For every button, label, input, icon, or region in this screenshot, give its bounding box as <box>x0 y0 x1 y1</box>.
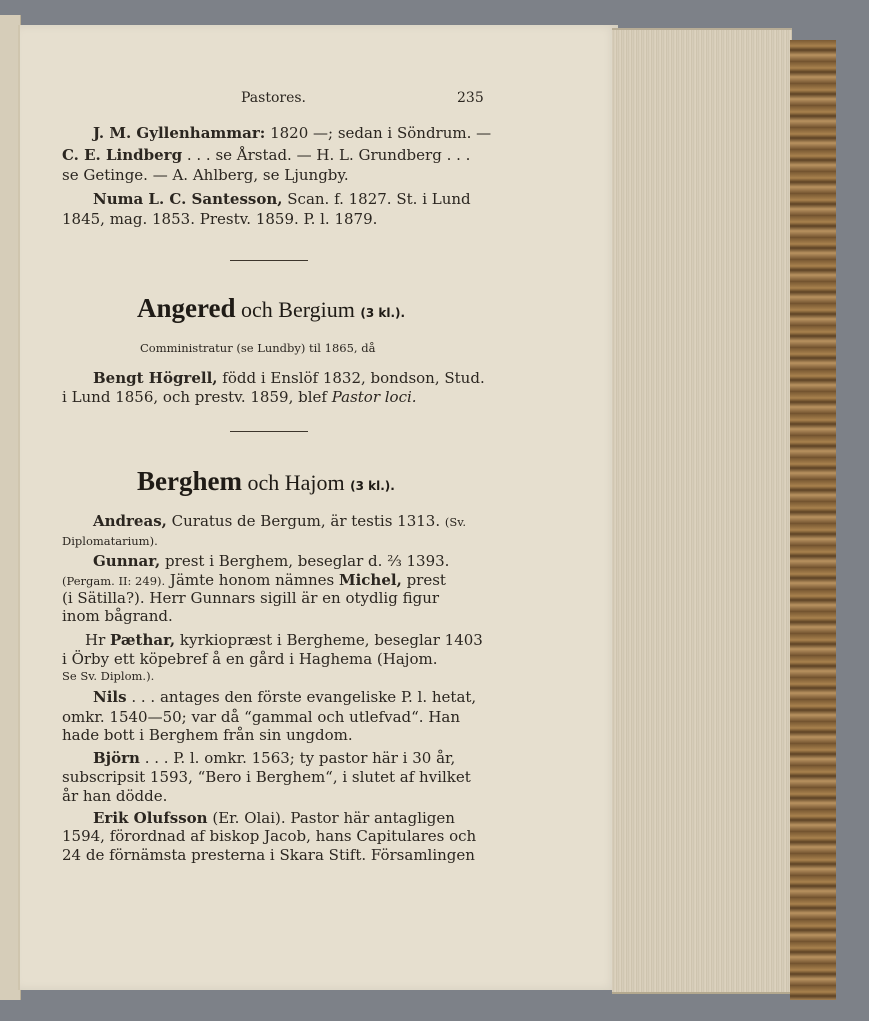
entry-name: Michel, <box>338 571 402 589</box>
intro-line <box>93 123 491 144</box>
entry-name: Nils <box>93 688 127 706</box>
page-number: 235 <box>457 90 484 106</box>
entry-line <box>85 630 483 651</box>
section-note: Comministratur (se Lundby) til 1865, då <box>140 341 376 355</box>
entry-name: Andreas, <box>93 512 167 530</box>
entry-line <box>93 368 485 389</box>
entry-text: (Er. Olai). Pastor här antagligen <box>207 809 455 827</box>
section-heading-berghem <box>137 466 395 497</box>
entry-line: inom bågrand. <box>62 607 173 625</box>
intro-line-name: J. M. Gyllenhammar: <box>93 124 266 142</box>
section-divider <box>230 260 308 261</box>
intro-line-text: Scan. f. 1827. St. i Lund <box>282 190 471 208</box>
heading-class: (3 kl.). <box>350 479 395 493</box>
intro-line <box>62 165 349 186</box>
intro-line-name: Numa L. C. Santesson, <box>93 190 283 208</box>
entry-italic: Pastor loci. <box>331 388 417 406</box>
intro-line <box>62 209 377 230</box>
entry-text: född i Enslöf 1832, bondson, Stud. <box>217 369 485 387</box>
entry-line <box>93 687 476 708</box>
entry-line <box>93 511 466 533</box>
intro-line <box>62 145 470 166</box>
entry-name: Bengt Högrell, <box>93 369 218 387</box>
entry-text: prest <box>401 571 446 589</box>
entry-text: Hr <box>85 631 111 649</box>
intro-line-text: 1820 —; sedan i Söndrum. — <box>265 124 492 142</box>
intro-line <box>93 189 471 210</box>
entry-line <box>62 387 417 408</box>
intro-line-text: . . . se Årstad. — H. L. Grundberg . . . <box>182 146 471 164</box>
heading-main: Angered <box>137 293 236 323</box>
entry-line <box>93 551 449 572</box>
entry-line <box>93 748 455 769</box>
entry-text: i Lund 1856, och prestv. 1859, blef <box>62 388 332 406</box>
section-divider <box>230 431 308 432</box>
entry-text: Curatus de Bergum, är testis 1313. <box>166 512 445 530</box>
entry-line: i Örby ett köpebref å en gård i Haghema (Hajom. <box>62 650 438 668</box>
entry-line: 24 de förnämsta presterna i Skara Stift. Församlingen <box>62 846 475 864</box>
entry-text: Jämte honom nämnes <box>165 571 339 589</box>
intro-line-text: 1845, mag. 1853. Prestv. 1859. P. l. 1879. <box>62 210 378 228</box>
entry-reference: Se Sv. Diplom.). <box>62 669 155 683</box>
marbled-cover <box>790 40 836 1000</box>
entry-reference: (Sv. <box>444 515 467 529</box>
entry-text: kyrkiopræst i Bergheme, beseglar 1403 <box>175 631 483 649</box>
entry-reference: Diplomatarium). <box>62 534 158 548</box>
heading-main: Berghem <box>137 466 242 496</box>
running-header: Pastores. <box>241 90 306 106</box>
entry-text: prest i Berghem, beseglar d. ⅔ 1393. <box>160 552 450 570</box>
heading-rest: och Bergium <box>235 297 361 322</box>
entry-name: Gunnar, <box>93 552 161 570</box>
entry-text: . . . P. l. omkr. 1563; ty pastor här i 30 år, <box>139 749 456 767</box>
section-heading-angered <box>137 293 405 324</box>
entry-line: 1594, förordnad af biskop Jacob, hans Capitulares och <box>62 827 477 845</box>
page-block-edge <box>612 28 792 994</box>
entry-name: Björn <box>93 749 140 767</box>
entry-line: hade bott i Berghem från sin ungdom. <box>62 726 353 744</box>
entry-line: (i Sätilla?). Herr Gunnars sigill är en otydlig figur <box>62 589 440 607</box>
entry-line: omkr. 1540—50; var då “gammal och utlefvad“. Han <box>62 708 461 726</box>
entry-reference: (Pergam. II: 249). <box>62 574 166 588</box>
heading-rest: och Hajom <box>241 470 351 495</box>
entry-line: subscripsit 1593, “Bero i Berghem“, i slutet af hvilket <box>62 768 471 786</box>
heading-class: (3 kl.). <box>360 306 406 320</box>
entry-name: Erik Olufsson <box>93 809 208 827</box>
entry-line: år han dödde. <box>62 787 168 805</box>
entry-text: . . . antages den förste evangeliske P. l. hetat, <box>126 688 477 706</box>
entry-name: Pæthar, <box>110 631 176 649</box>
intro-line-name: C. E. Lindberg <box>62 146 183 164</box>
intro-line-text: se Getinge. — A. Ahlberg, se Ljungby. <box>62 166 349 184</box>
